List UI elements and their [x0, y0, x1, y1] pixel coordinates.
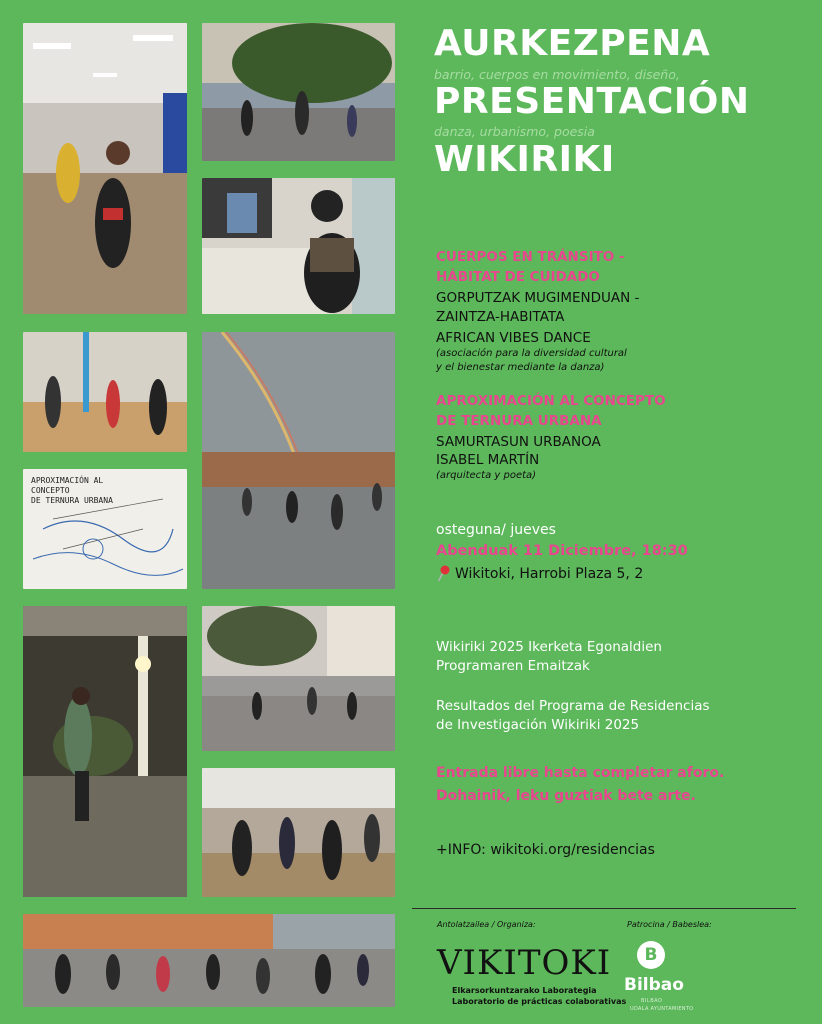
- wikitoki-subtitle-2: Laboratorio de prácticas colaborativas: [452, 997, 627, 1006]
- subtitle-topics-1: barrio, cuerpos en movimiento, diseño,: [434, 67, 680, 82]
- info-link[interactable]: +INFO: wikitoki.org/residencias: [436, 842, 655, 858]
- bilbao-logo-icon: B: [637, 941, 665, 969]
- photo-plaza-wide: [23, 914, 395, 1007]
- program-es-2: de Investigación Wikiriki 2025: [436, 717, 640, 733]
- map-pin-icon: [437, 565, 451, 583]
- wikitoki-subtitle-1: Elkarsorkuntzarako Laborategia: [452, 986, 597, 995]
- svg-text:CONCEPTO: CONCEPTO: [31, 486, 70, 495]
- program-eu-2: Programaren Emaitzak: [436, 658, 590, 674]
- photo-desk-woman: [202, 178, 395, 314]
- photo-square-gathering: [202, 606, 395, 751]
- entry-eu: Dohainik, leku guztiak bete arte.: [436, 788, 696, 804]
- title-presentacion: PRESENTACIÓN: [434, 81, 750, 122]
- session1-title-eu-1: GORPUTZAK MUGIMENDUAN -: [436, 290, 640, 306]
- photo-rainbow-plaza: [202, 332, 395, 589]
- photo-dance-class-indoor: [23, 23, 187, 314]
- photo-hand-drawn-map: [23, 469, 187, 589]
- photo-dance-studio: [23, 332, 187, 452]
- event-date: Abenduak 11 Diciembre, 18:30: [436, 543, 688, 559]
- session2-title-eu: SAMURTASUN URBANOA: [436, 434, 601, 450]
- session2-title-es-1: APROXIMACIÓN AL CONCEPTO: [436, 393, 666, 409]
- session2-presenter: ISABEL MARTÍN: [436, 452, 540, 468]
- footer-patrocina-label: Patrocina / Babeslea:: [627, 920, 712, 929]
- program-eu-1: Wikiriki 2025 Ikerketa Egonaldien: [436, 639, 662, 655]
- photo-night-courtyard: [23, 606, 187, 897]
- svg-text:APROXIMACIÓN AL: APROXIMACIÓN AL: [31, 476, 104, 485]
- session1-title-es-1: CUERPOS EN TRÁNSITO -: [436, 249, 625, 265]
- session1-title-es-2: HÁBITAT DE CUIDADO: [436, 269, 600, 285]
- session2-title-es-2: DE TERNURA URBANA: [436, 413, 602, 429]
- session2-note: (arquitecta y poeta): [436, 470, 537, 481]
- event-location: Wikitoki, Harrobi Plaza 5, 2: [455, 566, 644, 582]
- bilbao-small-1: BILBAO: [641, 998, 663, 1004]
- photo-street-dance: [202, 23, 395, 161]
- session1-note-1: (asociación para la diversidad cultural: [436, 348, 627, 359]
- title-aurkezpena: AURKEZPENA: [434, 23, 711, 64]
- entry-es: Entrada libre hasta completar aforo.: [436, 765, 725, 781]
- program-es-1: Resultados del Programa de Residencias: [436, 698, 710, 714]
- footer-divider: [412, 908, 796, 909]
- session1-presenter: AFRICAN VIBES DANCE: [436, 330, 591, 346]
- bilbao-small-2: UDALA AYUNTAMIENTO: [630, 1006, 694, 1012]
- subtitle-topics-2: danza, urbanismo, poesia: [434, 124, 595, 139]
- event-day: osteguna/ jueves: [436, 522, 556, 538]
- wikitoki-logo: VIKITOKI: [437, 943, 612, 983]
- session1-title-eu-2: ZAINTZA-HABITATA: [436, 309, 565, 325]
- footer-organiza-label: Antolatzailea / Organiza:: [437, 920, 536, 929]
- bilbao-name: Bilbao: [624, 975, 684, 995]
- session1-note-2: y el bienestar mediante la danza): [436, 362, 605, 373]
- svg-text:DE TERNURA URBANA: DE TERNURA URBANA: [31, 496, 113, 505]
- photo-gym-dance: [202, 768, 395, 897]
- title-wikiriki: WIKIRIKI: [434, 139, 615, 180]
